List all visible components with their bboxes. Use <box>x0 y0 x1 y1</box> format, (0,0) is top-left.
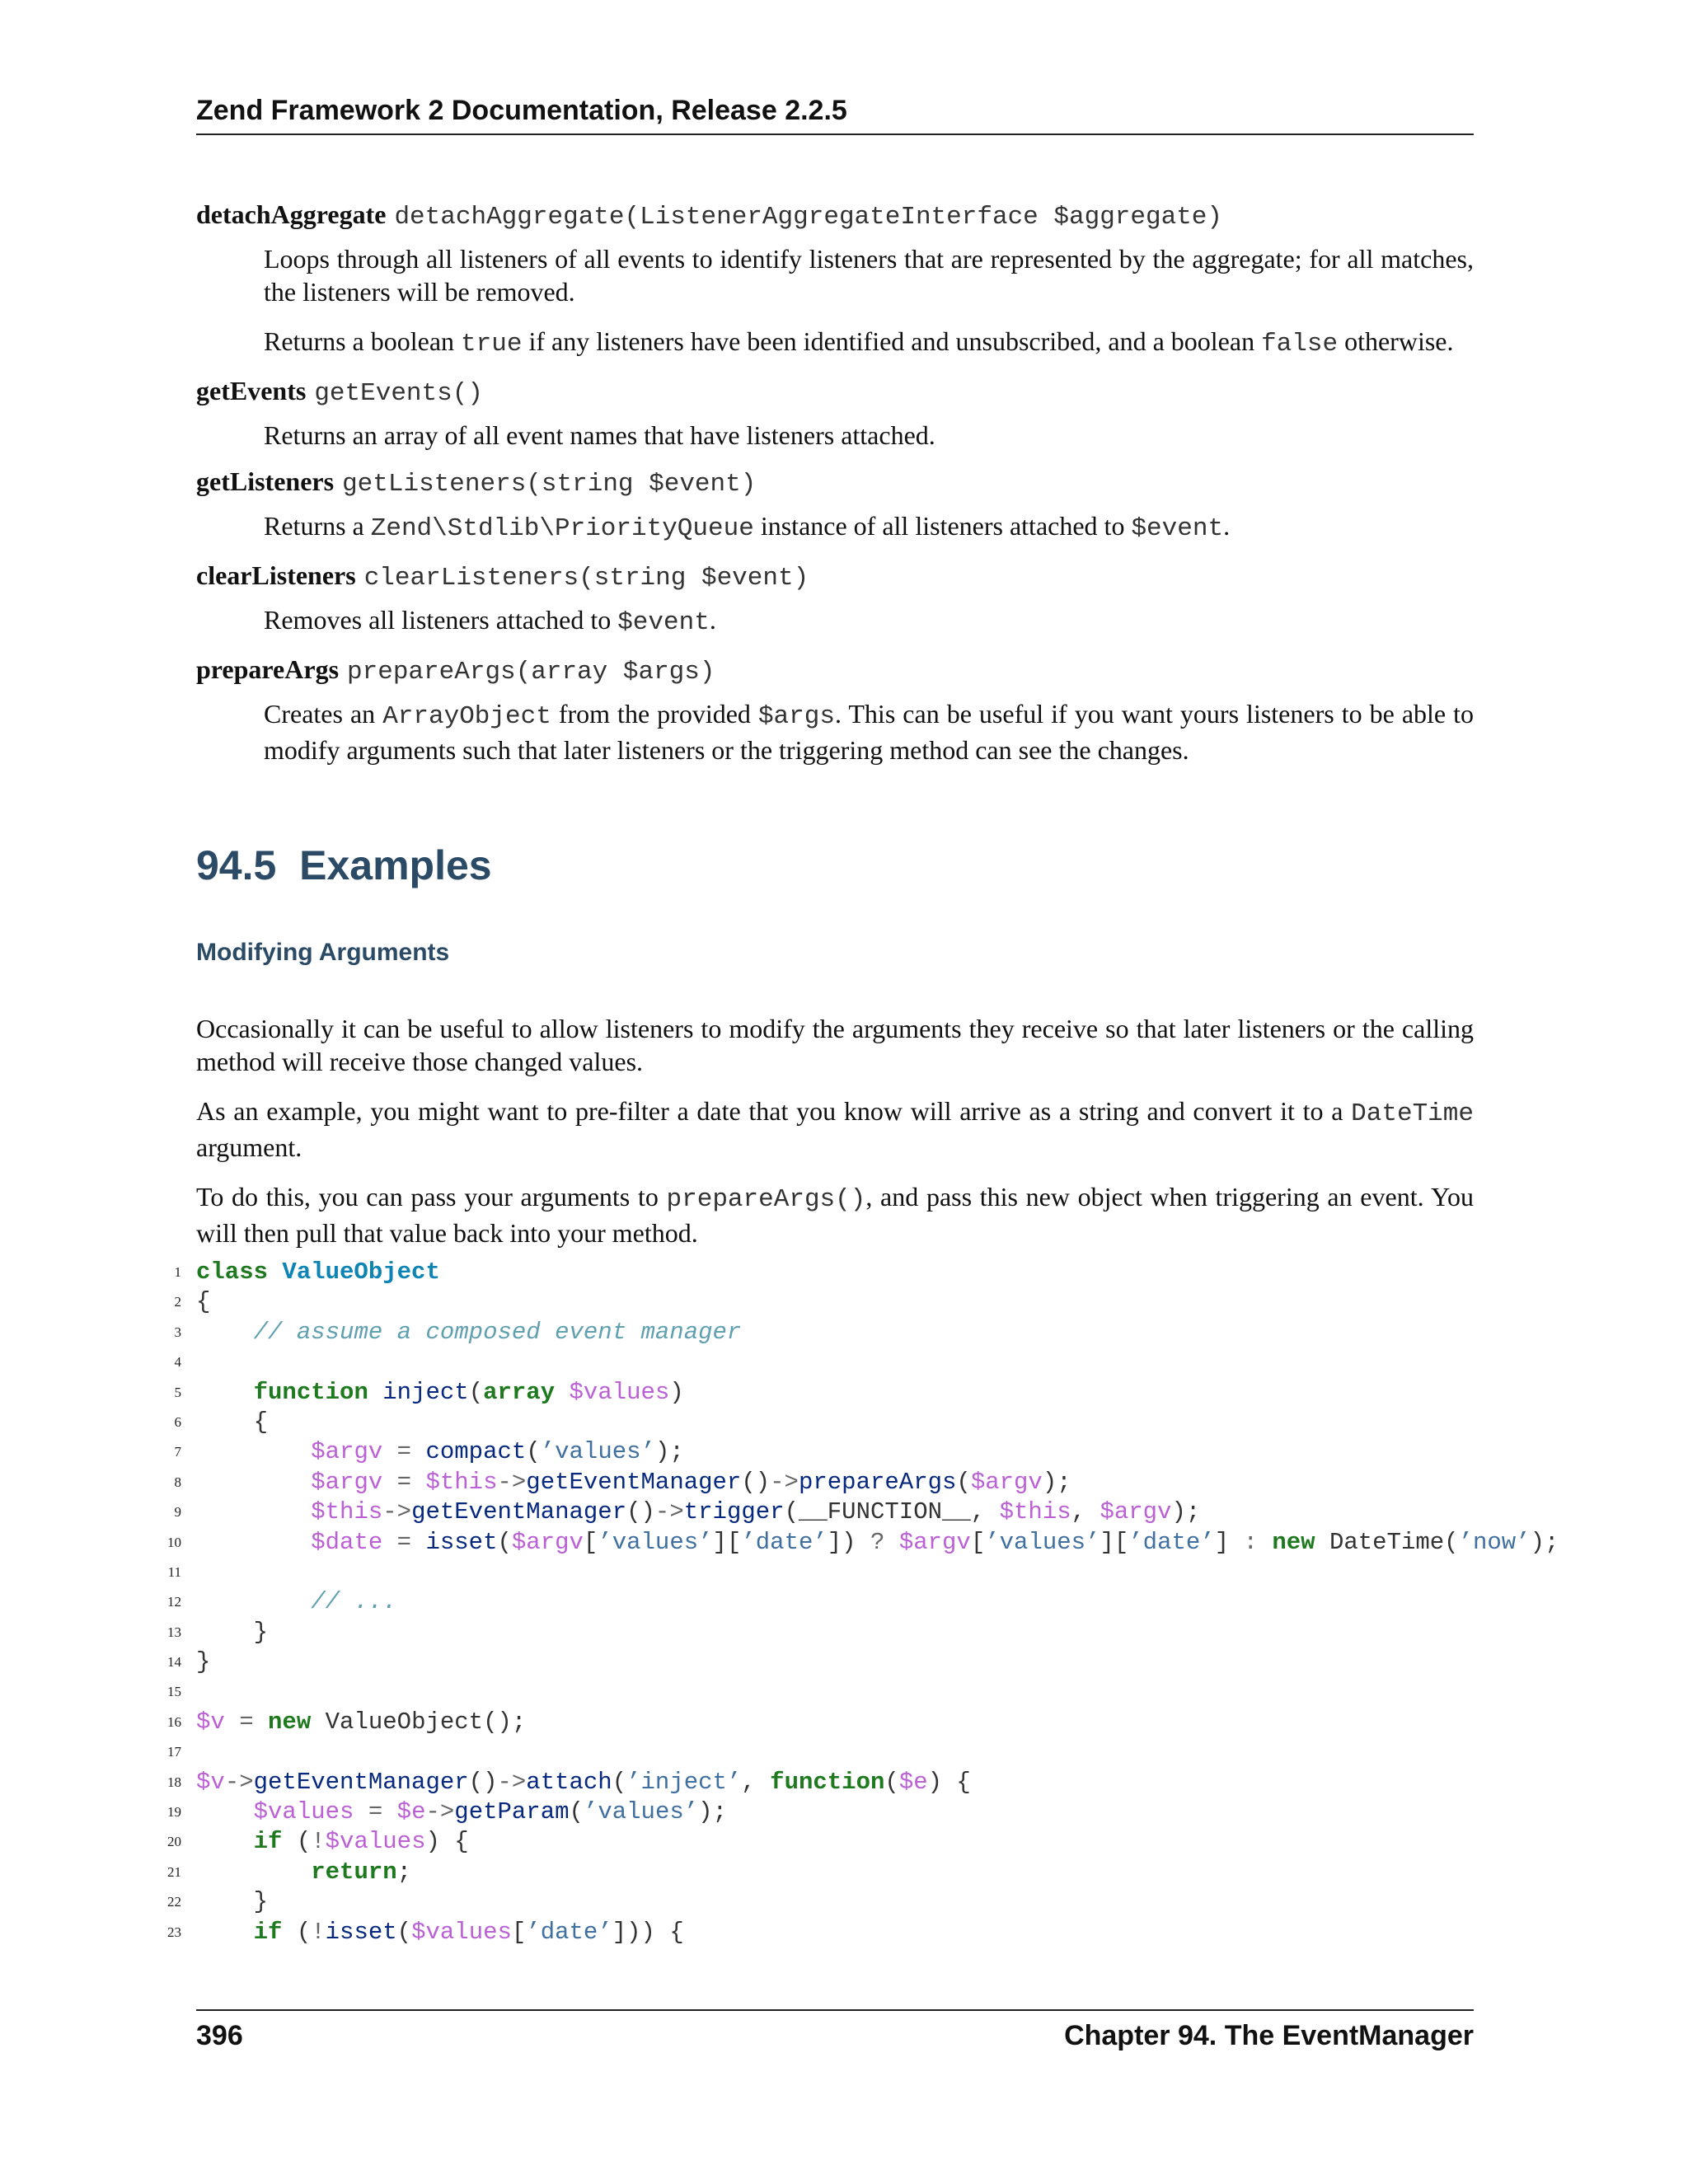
text-run: otherwise. <box>1338 326 1454 356</box>
inline-code: $event <box>1131 514 1224 543</box>
code-token: getEventManager <box>411 1498 627 1526</box>
code-token: ); <box>698 1798 727 1826</box>
method-signature: detachAggregate(ListenerAggregateInterface $aggregate) <box>394 203 1223 232</box>
example-prose <box>196 1012 1474 1266</box>
code-source <box>196 1587 397 1617</box>
inline-code: $args <box>757 702 835 731</box>
chapter-title: Chapter 94. The EventManager <box>1064 2020 1474 2051</box>
definition-term <box>196 463 1474 503</box>
definition-paragraph <box>264 325 1474 361</box>
line-number: 14 <box>167 1654 181 1671</box>
subsection-heading: Modifying Arguments <box>196 939 450 966</box>
term-name: prepareArgs <box>196 654 340 684</box>
code-line <box>147 1258 1548 1287</box>
code-token: ? <box>870 1528 885 1556</box>
code-token: $this <box>425 1468 498 1496</box>
definition-body <box>264 509 1474 546</box>
code-token: array <box>483 1378 556 1406</box>
code-source <box>196 1318 741 1347</box>
code-line <box>147 1408 1548 1437</box>
term-name: clearListeners <box>196 560 356 590</box>
code-line <box>147 1497 1548 1527</box>
code-token <box>196 1798 254 1825</box>
code-token: $argv <box>1100 1498 1172 1526</box>
definition-paragraph <box>264 419 1474 452</box>
code-line <box>147 1378 1548 1408</box>
line-number: 4 <box>174 1354 181 1371</box>
code-source <box>196 1647 210 1677</box>
code-token: ( <box>526 1438 541 1466</box>
text-run: Removes all listeners attached to <box>264 605 618 635</box>
code-token: ][ <box>1100 1528 1129 1556</box>
code-token: ’date’ <box>526 1918 612 1946</box>
code-line <box>147 1437 1548 1467</box>
method-signature: getEvents() <box>314 379 483 408</box>
code-token: $v <box>196 1708 225 1736</box>
line-number: 20 <box>167 1834 181 1850</box>
inline-code: ArrayObject <box>382 702 551 731</box>
code-token: ( <box>396 1918 412 1946</box>
code-token: ! <box>311 1828 326 1856</box>
code-line <box>147 1768 1548 1797</box>
inline-code: Zend\Stdlib\PriorityQueue <box>370 514 754 543</box>
text-run: Returns an array of all event names that have listeners attached. <box>264 420 935 450</box>
definition-paragraph <box>264 697 1474 766</box>
code-token: $this <box>311 1498 383 1526</box>
term-name: detachAggregate <box>196 199 387 229</box>
code-token: ; <box>396 1858 412 1886</box>
code-token <box>196 1529 311 1556</box>
code-token <box>411 1438 425 1465</box>
method-definitions <box>196 196 1474 778</box>
code-token: : <box>1243 1528 1258 1556</box>
code-token <box>382 1529 396 1556</box>
code-line <box>147 1287 1548 1317</box>
code-token <box>254 1708 268 1736</box>
code-token: ]) <box>827 1528 870 1556</box>
code-token <box>382 1798 396 1825</box>
method-signature: clearListeners(string $event) <box>363 564 809 593</box>
inline-code: true <box>461 330 523 359</box>
code-token: compact <box>425 1438 527 1466</box>
code-token: ) { <box>425 1828 469 1856</box>
code-token: ! <box>311 1918 326 1946</box>
text-run: . This can be useful if you want yours listeners to be able to modify arguments such that later listeners or the triggering method can see the changes. <box>264 699 1475 765</box>
code-token <box>268 1258 282 1286</box>
code-token <box>196 1588 311 1615</box>
code-line <box>147 1858 1548 1887</box>
code-line <box>147 1797 1548 1827</box>
code-token: function <box>253 1378 368 1406</box>
line-number: 15 <box>167 1684 181 1700</box>
code-token: new <box>1272 1528 1315 1556</box>
code-token: -> <box>425 1798 455 1826</box>
code-line <box>147 1677 1548 1707</box>
code-token: DateTime( <box>1315 1528 1459 1556</box>
code-source <box>196 1858 411 1887</box>
code-token: $this <box>999 1498 1071 1526</box>
code-token <box>411 1469 425 1496</box>
definition-paragraph <box>264 603 1474 640</box>
code-token <box>196 1858 311 1886</box>
inline-code: prepareArgs() <box>666 1185 866 1214</box>
code-line <box>147 1468 1548 1497</box>
code-token: $values <box>569 1378 670 1406</box>
code-token: $argv <box>898 1528 971 1556</box>
prose-paragraph <box>196 1012 1474 1078</box>
code-token: // ... <box>311 1588 397 1616</box>
code-token <box>196 1498 311 1526</box>
code-line <box>147 1827 1548 1857</box>
code-token <box>411 1529 425 1556</box>
text-run: from the provided <box>551 699 758 729</box>
text-run: instance of all listeners attached to <box>753 511 1132 541</box>
text-run: Loops through all listeners of all events to identify listeners that are represented by the aggregate; for all matches, the listeners will be removed. <box>264 244 1474 307</box>
code-token: () <box>626 1498 655 1526</box>
code-source <box>196 1468 1071 1497</box>
running-header: Zend Framework 2 Documentation, Release 2.2.5 <box>196 92 1474 135</box>
definition-paragraph <box>264 509 1474 546</box>
code-token: ); <box>1171 1498 1201 1526</box>
code-line <box>147 1618 1548 1647</box>
code-token: ) <box>669 1378 684 1406</box>
code-token: = <box>368 1798 383 1826</box>
code-source <box>196 1918 684 1947</box>
code-token: = <box>396 1468 412 1496</box>
code-token: inject <box>382 1378 469 1406</box>
code-token: ); <box>654 1438 684 1466</box>
code-token: $argv <box>311 1438 383 1466</box>
code-token: ][ <box>712 1528 742 1556</box>
code-source <box>196 1827 469 1857</box>
inline-code: DateTime <box>1351 1099 1474 1128</box>
line-number: 11 <box>167 1563 181 1580</box>
code-token: ’date’ <box>1128 1528 1215 1556</box>
line-number: 19 <box>167 1804 181 1821</box>
text-run: . <box>709 605 716 635</box>
term-name: getListeners <box>196 466 335 496</box>
code-token: $argv <box>511 1528 584 1556</box>
code-token <box>196 1919 254 1946</box>
code-token: { <box>196 1408 269 1436</box>
code-line <box>147 1587 1548 1617</box>
code-token: } <box>196 1648 211 1676</box>
code-token <box>555 1379 569 1406</box>
code-token: -> <box>770 1468 799 1496</box>
code-listing <box>147 1258 1559 1947</box>
code-token: function <box>770 1768 885 1796</box>
code-token: prepareArgs <box>798 1468 957 1496</box>
code-token: ’now’ <box>1458 1528 1531 1556</box>
code-token: class <box>196 1258 269 1286</box>
code-token: = <box>396 1438 412 1466</box>
code-token: -> <box>497 1468 527 1496</box>
text-run: Creates an <box>264 699 383 729</box>
code-token: ’values’ <box>540 1438 655 1466</box>
code-line <box>147 1887 1548 1917</box>
code-token: ); <box>1530 1528 1559 1556</box>
code-token: isset <box>425 1528 498 1556</box>
code-token: ) { <box>927 1768 971 1796</box>
code-token <box>196 1469 311 1496</box>
code-token: ( <box>282 1828 312 1856</box>
line-number: 3 <box>174 1324 181 1340</box>
text-run: To do this, you can pass your arguments to <box>196 1182 667 1212</box>
code-token: ( <box>569 1798 584 1826</box>
definition-body <box>264 697 1474 766</box>
code-source <box>196 1618 268 1647</box>
line-number: 22 <box>167 1894 181 1910</box>
code-token: ); <box>1042 1468 1071 1496</box>
code-token <box>196 1828 254 1855</box>
code-token: $v <box>196 1768 225 1796</box>
code-token: ] <box>1214 1528 1244 1556</box>
code-token: ’date’ <box>741 1528 828 1556</box>
code-token: -> <box>497 1768 527 1796</box>
method-signature: getListeners(string $event) <box>342 470 757 499</box>
code-token <box>196 1438 311 1465</box>
code-token: $values <box>325 1828 426 1856</box>
code-token: // assume a composed event manager <box>253 1318 742 1346</box>
section-number: 94.5 <box>196 842 277 888</box>
code-token: $date <box>311 1528 383 1556</box>
code-line <box>147 1647 1548 1677</box>
code-token: ( <box>282 1918 312 1946</box>
code-token: ( <box>497 1528 512 1556</box>
code-token: ( <box>956 1468 971 1496</box>
section-heading <box>196 839 492 892</box>
line-number: 16 <box>167 1713 181 1730</box>
text-run: Occasionally it can be useful to allow listeners to modify the arguments they receive so that later listeners or the calling method will receive those changed values. <box>196 1014 1474 1076</box>
line-number: 5 <box>174 1384 181 1400</box>
code-source <box>196 1497 1200 1527</box>
text-run: Returns a boolean <box>264 326 462 356</box>
prose-paragraph <box>196 1180 1474 1249</box>
text-run: argument. <box>196 1132 302 1162</box>
code-source <box>196 1797 727 1827</box>
code-token: ValueObject(); <box>311 1708 527 1736</box>
definition-body <box>264 603 1474 640</box>
running-footer <box>196 2009 1474 2054</box>
code-line <box>147 1737 1548 1767</box>
line-number: 6 <box>174 1413 181 1430</box>
code-token <box>354 1798 368 1825</box>
code-token: $values <box>253 1798 354 1826</box>
code-line <box>147 1347 1548 1377</box>
code-token: = <box>396 1528 412 1556</box>
code-token: if <box>253 1828 283 1856</box>
code-token: , <box>1071 1498 1100 1526</box>
code-token: [ <box>511 1918 527 1946</box>
code-token: ’values’ <box>985 1528 1100 1556</box>
code-token <box>196 1319 254 1346</box>
definition-paragraph <box>264 242 1474 308</box>
code-token: if <box>253 1918 283 1946</box>
text-run: As an example, you might want to pre-filter a date that you know will arrive as a string and convert it to a <box>196 1096 1352 1126</box>
code-token: , <box>741 1768 771 1796</box>
line-number: 1 <box>174 1264 181 1280</box>
line-number: 18 <box>167 1774 181 1790</box>
text-run: , and pass this new object when triggering an event. You will then pull that value back into your method. <box>196 1182 1474 1248</box>
code-source <box>196 1378 684 1408</box>
code-token: ( <box>884 1768 899 1796</box>
code-token: $values <box>411 1918 512 1946</box>
code-token: ’inject’ <box>626 1768 742 1796</box>
code-line <box>147 1318 1548 1347</box>
code-token: getParam <box>454 1798 570 1826</box>
code-token <box>382 1438 396 1465</box>
code-token: = <box>239 1708 254 1736</box>
line-number: 23 <box>167 1924 181 1940</box>
code-token: getEventManager <box>526 1468 742 1496</box>
code-token: attach <box>526 1768 612 1796</box>
code-token: { <box>196 1288 211 1316</box>
inline-code: false <box>1261 330 1339 359</box>
line-number: 7 <box>174 1444 181 1460</box>
code-token: -> <box>382 1498 412 1526</box>
code-token <box>368 1379 382 1406</box>
line-number: 9 <box>174 1504 181 1521</box>
line-number: 12 <box>167 1594 181 1610</box>
code-token: [ <box>970 1528 986 1556</box>
code-token <box>382 1469 396 1496</box>
text-run: if any listeners have been identified and unsubscribed, and a boolean <box>522 326 1262 356</box>
code-token: isset <box>325 1918 397 1946</box>
term-name: getEvents <box>196 376 307 405</box>
code-token: (__FUNCTION__, <box>784 1498 1000 1526</box>
code-token: [ <box>583 1528 598 1556</box>
code-source <box>196 1528 1559 1558</box>
code-token <box>225 1708 239 1736</box>
code-token: new <box>268 1708 312 1736</box>
definition-body <box>264 242 1474 361</box>
code-line <box>147 1528 1559 1558</box>
code-source <box>196 1887 268 1917</box>
code-token: } <box>196 1618 269 1646</box>
code-token: ( <box>612 1768 627 1796</box>
code-token <box>1258 1529 1272 1556</box>
line-number: 10 <box>167 1534 181 1550</box>
code-token: ’values’ <box>583 1798 699 1826</box>
code-token: trigger <box>683 1498 785 1526</box>
code-token: ( <box>468 1378 484 1406</box>
line-number: 8 <box>174 1474 181 1490</box>
code-token <box>196 1379 254 1406</box>
code-token: $e <box>396 1798 426 1826</box>
code-token: ’values’ <box>598 1528 713 1556</box>
code-source <box>196 1768 971 1797</box>
code-token: } <box>196 1888 269 1916</box>
inline-code: $event <box>617 608 710 637</box>
code-token: () <box>468 1768 498 1796</box>
text-run: . <box>1223 511 1231 541</box>
code-token: ValueObject <box>282 1258 440 1286</box>
code-line <box>147 1558 1548 1587</box>
code-token: $argv <box>311 1468 383 1496</box>
definition-body <box>264 419 1474 452</box>
code-token: $e <box>898 1768 928 1796</box>
code-line <box>147 1708 1548 1737</box>
definition-term <box>196 557 1474 597</box>
line-number: 2 <box>174 1294 181 1310</box>
code-token: $argv <box>970 1468 1043 1496</box>
code-token: ])) { <box>612 1918 684 1946</box>
definition-term <box>196 196 1474 236</box>
line-number: 21 <box>167 1863 181 1880</box>
prose-paragraph <box>196 1094 1474 1164</box>
line-number: 17 <box>167 1744 181 1760</box>
code-source <box>196 1708 526 1737</box>
code-token <box>884 1529 898 1556</box>
code-source <box>196 1287 210 1317</box>
code-token: -> <box>224 1768 254 1796</box>
code-token: return <box>311 1858 397 1886</box>
section-title-text: Examples <box>299 842 492 888</box>
code-token: () <box>741 1468 771 1496</box>
method-signature: prepareArgs(array $args) <box>347 658 715 687</box>
code-source <box>196 1258 440 1287</box>
code-source <box>196 1437 684 1467</box>
definition-term <box>196 373 1474 412</box>
text-run: Returns a <box>264 511 371 541</box>
page-number: 396 <box>196 2020 243 2051</box>
code-token: getEventManager <box>253 1768 469 1796</box>
code-source <box>196 1408 268 1437</box>
definition-term <box>196 651 1474 691</box>
line-number: 13 <box>167 1624 181 1640</box>
code-token: -> <box>654 1498 684 1526</box>
code-line <box>147 1918 1548 1947</box>
